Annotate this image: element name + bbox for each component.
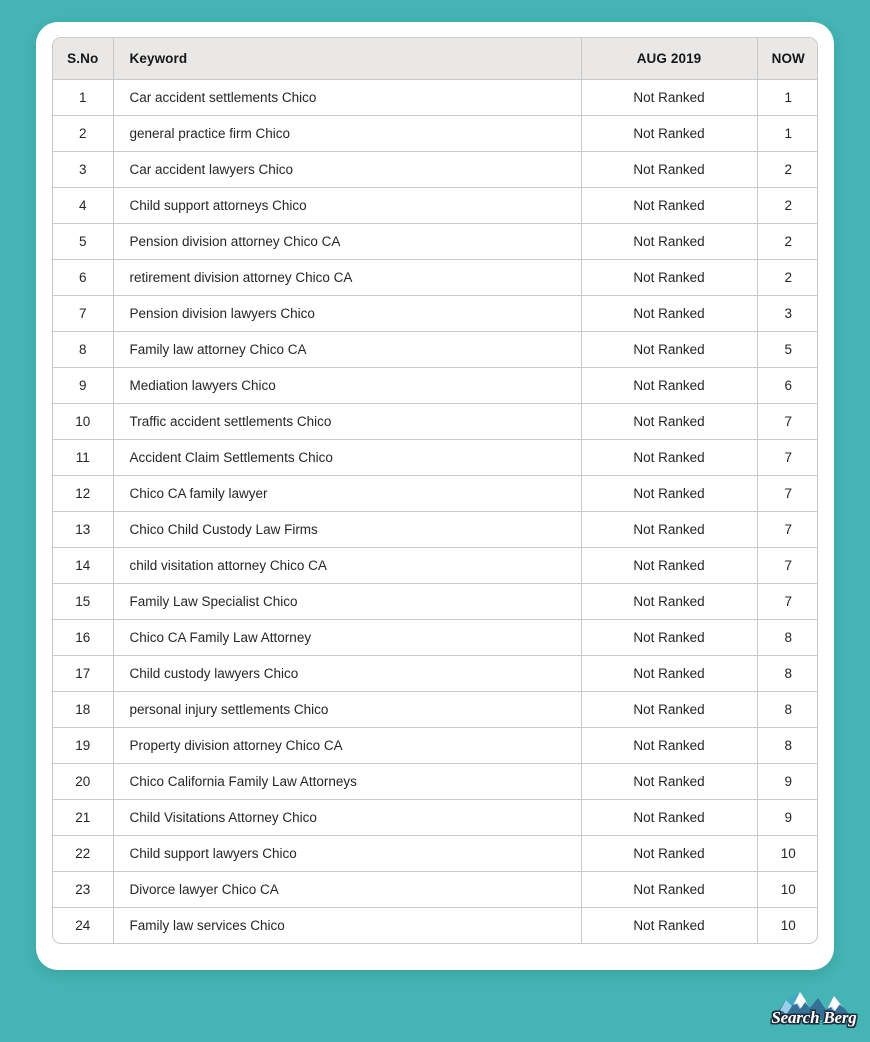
cell-now: 7: [757, 547, 818, 583]
cell-sno: 14: [53, 547, 113, 583]
table-row: [53, 871, 818, 907]
column-header-aug-2019: AUG 2019: [581, 38, 757, 79]
cell-keyword: Mediation lawyers Chico: [113, 367, 581, 403]
cell-now: 2: [757, 259, 818, 295]
cell-now: 7: [757, 583, 818, 619]
table-row: [53, 907, 818, 943]
cell-keyword: Child support attorneys Chico: [113, 187, 581, 223]
cell-sno: 3: [53, 151, 113, 187]
cell-keyword: Child support lawyers Chico: [113, 835, 581, 871]
cell-keyword: Traffic accident settlements Chico: [113, 403, 581, 439]
table-row: [53, 151, 818, 187]
cell-aug: Not Ranked: [581, 835, 757, 871]
table-row: [53, 475, 818, 511]
cell-aug: Not Ranked: [581, 151, 757, 187]
cell-now: 7: [757, 403, 818, 439]
cell-aug: Not Ranked: [581, 763, 757, 799]
table-row: [53, 115, 818, 151]
cell-keyword: Chico CA Family Law Attorney: [113, 619, 581, 655]
table-body: [53, 79, 818, 943]
column-header-keyword: Keyword: [113, 38, 581, 79]
table-row: [53, 691, 818, 727]
cell-now: 9: [757, 763, 818, 799]
table-row: [53, 367, 818, 403]
cell-sno: 7: [53, 295, 113, 331]
table-row: [53, 187, 818, 223]
cell-aug: Not Ranked: [581, 223, 757, 259]
table-row: [53, 511, 818, 547]
cell-now: 8: [757, 727, 818, 763]
cell-now: 8: [757, 655, 818, 691]
cell-sno: 11: [53, 439, 113, 475]
cell-sno: 15: [53, 583, 113, 619]
cell-sno: 2: [53, 115, 113, 151]
cell-aug: Not Ranked: [581, 583, 757, 619]
cell-now: 1: [757, 79, 818, 115]
cell-aug: Not Ranked: [581, 727, 757, 763]
cell-sno: 1: [53, 79, 113, 115]
cell-sno: 12: [53, 475, 113, 511]
cell-sno: 5: [53, 223, 113, 259]
table-row: [53, 331, 818, 367]
cell-now: 7: [757, 439, 818, 475]
cell-now: 10: [757, 835, 818, 871]
cell-keyword: Chico California Family Law Attorneys: [113, 763, 581, 799]
cell-now: 7: [757, 511, 818, 547]
cell-aug: Not Ranked: [581, 799, 757, 835]
cell-sno: 13: [53, 511, 113, 547]
cell-sno: 17: [53, 655, 113, 691]
table-row: [53, 763, 818, 799]
table-row: [53, 835, 818, 871]
cell-keyword: Family law attorney Chico CA: [113, 331, 581, 367]
table-row: [53, 79, 818, 115]
cell-keyword: Pension division attorney Chico CA: [113, 223, 581, 259]
cell-keyword: Car accident lawyers Chico: [113, 151, 581, 187]
cell-aug: Not Ranked: [581, 331, 757, 367]
cell-keyword: Child Visitations Attorney Chico: [113, 799, 581, 835]
cell-aug: Not Ranked: [581, 871, 757, 907]
cell-aug: Not Ranked: [581, 655, 757, 691]
cell-keyword: Chico CA family lawyer: [113, 475, 581, 511]
cell-aug: Not Ranked: [581, 295, 757, 331]
content-card: [36, 22, 834, 970]
column-header-sno: S.No: [53, 38, 113, 79]
table-row: [53, 259, 818, 295]
cell-aug: Not Ranked: [581, 619, 757, 655]
cell-now: 3: [757, 295, 818, 331]
cell-sno: 23: [53, 871, 113, 907]
cell-now: 8: [757, 691, 818, 727]
table-header: [53, 38, 818, 79]
cell-now: 10: [757, 871, 818, 907]
logo-text: Search Berg: [771, 1008, 857, 1027]
table-row: [53, 439, 818, 475]
cell-keyword: Family Law Specialist Chico: [113, 583, 581, 619]
cell-keyword: Pension division lawyers Chico: [113, 295, 581, 331]
cell-keyword: retirement division attorney Chico CA: [113, 259, 581, 295]
cell-keyword: Child custody lawyers Chico: [113, 655, 581, 691]
cell-now: 6: [757, 367, 818, 403]
table-row: [53, 583, 818, 619]
cell-sno: 22: [53, 835, 113, 871]
cell-sno: 9: [53, 367, 113, 403]
search-berg-logo: [766, 984, 862, 1034]
cell-sno: 21: [53, 799, 113, 835]
cell-now: 8: [757, 619, 818, 655]
keyword-ranking-table: [53, 38, 818, 943]
cell-keyword: Car accident settlements Chico: [113, 79, 581, 115]
table-header-row: [53, 38, 818, 79]
cell-keyword: Property division attorney Chico CA: [113, 727, 581, 763]
cell-now: 10: [780, 917, 796, 933]
cell-sno: 6: [53, 259, 113, 295]
cell-now: 2: [757, 187, 818, 223]
cell-sno: 18: [53, 691, 113, 727]
cell-sno: 10: [53, 403, 113, 439]
cell-keyword: Chico Child Custody Law Firms: [113, 511, 581, 547]
cell-now: 7: [757, 475, 818, 511]
table-row: [53, 295, 818, 331]
cell-keyword: Family law services Chico: [113, 907, 581, 943]
cell-sno: 20: [53, 763, 113, 799]
cell-now: 2: [757, 223, 818, 259]
table-row: [53, 727, 818, 763]
cell-sno: 24: [53, 907, 113, 943]
cell-aug: Not Ranked: [581, 511, 757, 547]
cell-aug: Not Ranked: [581, 403, 757, 439]
keyword-ranking-table-container: [52, 37, 818, 944]
table-row: [53, 223, 818, 259]
cell-keyword: Divorce lawyer Chico CA: [113, 871, 581, 907]
table-row: [53, 799, 818, 835]
cell-aug: Not Ranked: [581, 475, 757, 511]
cell-aug: Not Ranked: [581, 907, 757, 943]
cell-keyword: personal injury settlements Chico: [113, 691, 581, 727]
cell-aug: Not Ranked: [581, 439, 757, 475]
cell-now: 9: [757, 799, 818, 835]
cell-sno: 16: [53, 619, 113, 655]
cell-sno: 4: [53, 187, 113, 223]
cell-aug: Not Ranked: [581, 367, 757, 403]
cell-aug: Not Ranked: [581, 547, 757, 583]
cell-keyword: child visitation attorney Chico CA: [113, 547, 581, 583]
table-row: [53, 403, 818, 439]
cell-aug: Not Ranked: [581, 691, 757, 727]
cell-sno: 8: [53, 331, 113, 367]
cell-keyword: general practice firm Chico: [113, 115, 581, 151]
cell-aug: Not Ranked: [581, 259, 757, 295]
table-row: [53, 547, 818, 583]
cell-now: 5: [757, 331, 818, 367]
cell-keyword: Accident Claim Settlements Chico: [113, 439, 581, 475]
table-row: [53, 619, 818, 655]
cell-now: 2: [757, 151, 818, 187]
cell-sno: 19: [53, 727, 113, 763]
cell-aug: Not Ranked: [581, 115, 757, 151]
column-header-now: NOW: [757, 38, 818, 79]
cell-aug: Not Ranked: [581, 187, 757, 223]
table-row: [53, 655, 818, 691]
cell-aug: Not Ranked: [581, 79, 757, 115]
cell-now: 1: [757, 115, 818, 151]
